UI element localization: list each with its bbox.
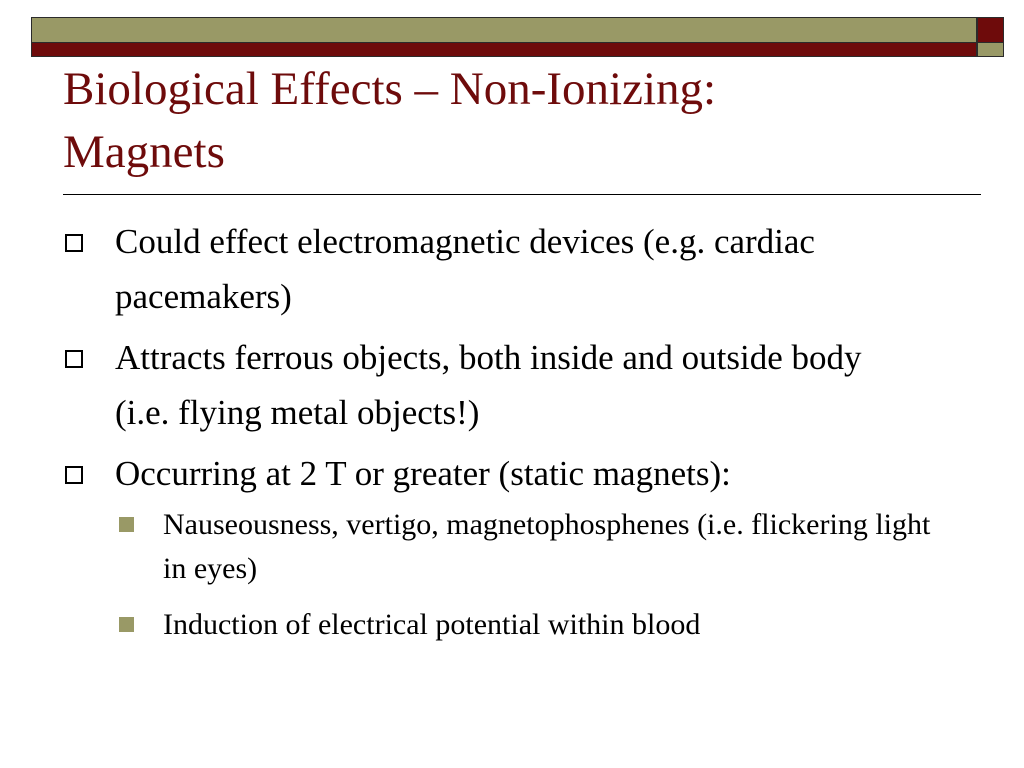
title-divider — [63, 194, 981, 195]
hollow-square-icon — [65, 350, 83, 368]
bullet-text: Could effect electromagnetic devices (e.g. cardiac pacemakers) — [115, 222, 815, 316]
bullet-item — [0, 446, 905, 501]
bullet-text: Attracts ferrous objects, both inside and outside body (i.e. flying metal objects!) — [115, 338, 862, 432]
filled-square-icon — [119, 617, 134, 632]
sub-bullet-text: Nauseousness, vertigo, magnetophosphenes (i.e. flickering light in eyes) — [163, 508, 931, 585]
hollow-square-icon — [65, 234, 83, 252]
sub-bullet-text: Induction of electrical potential within blood — [163, 608, 701, 641]
slide-title-line: Biological Effects – Non-Ionizing: — [63, 63, 717, 115]
bullet-item — [0, 214, 905, 324]
sub-bullet-item — [0, 603, 953, 647]
hollow-square-icon — [65, 466, 83, 484]
sub-bullet-item — [0, 503, 953, 591]
slide-title — [63, 58, 963, 184]
header-bar-olive — [31, 17, 977, 43]
bullet-list — [0, 214, 1024, 659]
header-bar-maroon — [31, 43, 977, 57]
corner-square-olive — [977, 43, 1004, 57]
slide-title-line: Magnets — [63, 126, 225, 178]
bullet-item — [0, 330, 905, 440]
corner-square-maroon — [977, 17, 1004, 43]
filled-square-icon — [119, 517, 134, 532]
bullet-text: Occurring at 2 T or greater (static magnets): — [115, 454, 731, 493]
